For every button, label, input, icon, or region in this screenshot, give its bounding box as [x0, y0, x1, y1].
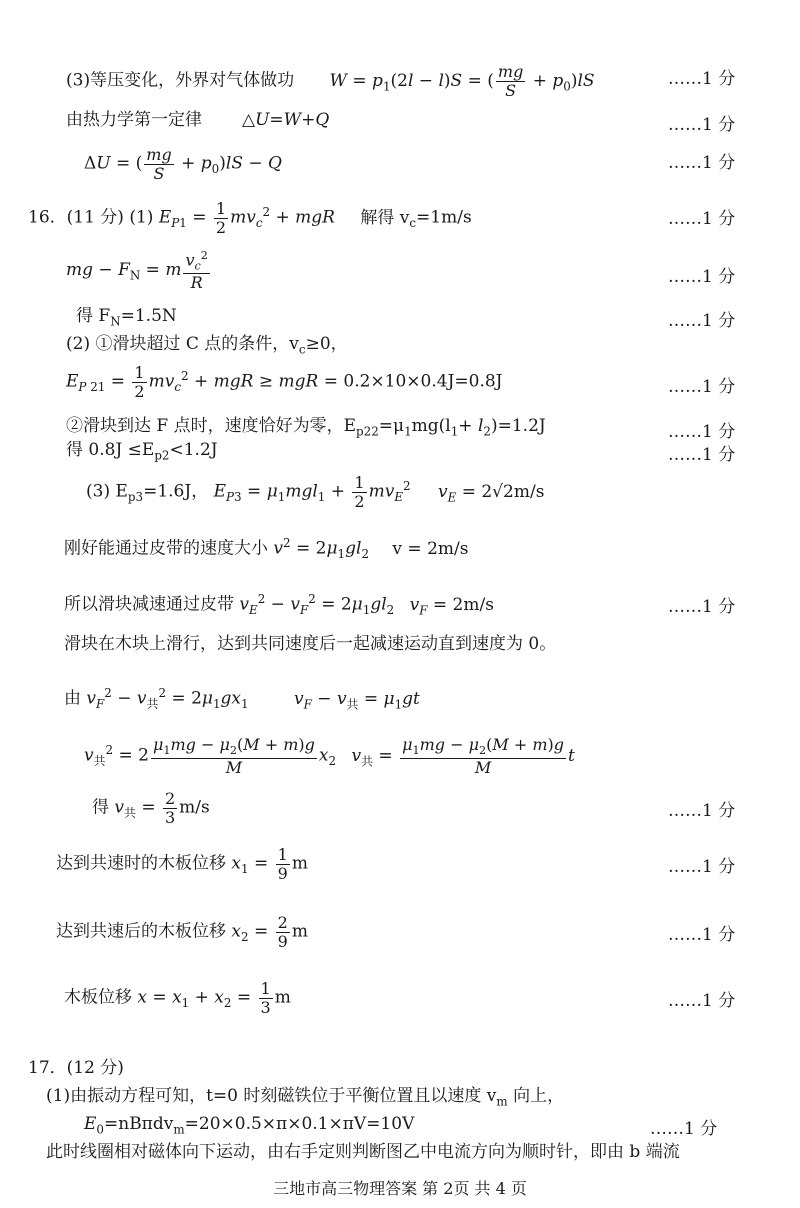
score-8: ……1 分	[668, 422, 736, 442]
q17-line3: 此时线圈相对磁体向下运动，由右手定则判断图乙中电流方向为顺时针，即由 b 端流	[46, 1142, 680, 1162]
score-12: ……1 分	[668, 857, 736, 877]
score-13: ……1 分	[668, 925, 736, 945]
q15-delta-u: ΔU = ( $\frac{mg}{S}$ + $p_0)lS - Q$	[84, 145, 282, 183]
q16-range: 得 $0.8J \le E_{p2}<1.2J$	[66, 440, 218, 463]
score-15: ……1 分	[650, 1119, 718, 1139]
page-footer: 三地市高三物理答案 第 2页 共 4 页	[273, 1179, 527, 1198]
score-7: ……1 分	[668, 377, 736, 397]
q16-force-eq: mg − $F_N = m$ $\frac{v_c^2}{R}$	[66, 249, 208, 292]
q17-line2: $E_0=nB\pi dv_m=20\times 0.5\times\pi\times 0.1\times\pi V=10V$	[84, 1114, 415, 1137]
q16-disp-total: 木板位移 $x = x_1 + x_2$ = $\frac{1}{3}$ m	[64, 979, 291, 1017]
q16-header: 16．(11 分) (1) $E_{P1}$ = $\frac{1}{2}$ $mv_c^2$ + mgR 解得 $v_c=1m/s$	[28, 199, 472, 237]
q16-part2: (2) ①滑块超过 C 点的条件，$v_c\ge 0$，	[66, 334, 348, 357]
q16-belt: 刚好能通过皮带的速度大小 $v^2 = 2\mu_1gl_2$ v = 2m/s	[64, 536, 469, 562]
q17-line1: (1)由振动方程可知，t=0 时刻磁铁位于平衡位置且以速度 $v_m$ 向上，	[46, 1086, 565, 1109]
score-3: ……1 分	[668, 153, 736, 173]
q17-header: 17．(12 分)	[28, 1058, 124, 1078]
q16-common-eq: $v_共^2 = 2$ $\frac{\mu_1mg - \mu_2(M + m)g}{M}$ $x_2$ $v_共$ = $\frac{\mu_1mg - \mu_2(M + m)g}{M}$ t	[84, 735, 575, 777]
score-1: ……1 分	[668, 69, 736, 89]
q16-disp2: 达到共速后的木板位移 $x_2$ = $\frac{2}{9}$ m	[56, 913, 308, 951]
score-9: ……1 分	[668, 445, 736, 465]
score-4: ……1 分	[668, 209, 736, 229]
q15-part3: (3)等压变化，外界对气体做功 $W = p_1(2l - l)S$ = ( $\frac{mg}{S}$ + $p_0)lS$	[66, 62, 595, 100]
score-14: ……1 分	[668, 991, 736, 1011]
score-5: ……1 分	[668, 267, 736, 287]
q16-ep21: $E_{P 21}$ = $\frac{1}{2}$ $mv_c^2$ + mgR ≥ mgR = 0.2×10×0.4J=0.8J	[66, 363, 503, 401]
q16-disp1: 达到共速时的木板位移 $x_1$ = $\frac{1}{9}$ m	[56, 845, 308, 883]
score-2: ……1 分	[668, 115, 736, 135]
q16-by: 由 $v_F^2 - v_共^2 = 2\mu_1gx_1$ $v_F - v_共 = \mu_1gt$	[64, 686, 420, 712]
q16-v-common: 得 $v_共$ = $\frac{2}{3}$ m/s	[92, 789, 210, 827]
score-6: ……1 分	[668, 311, 736, 331]
q16-fn: 得 $F_N=1.5N$	[76, 306, 177, 329]
q16-decel: 所以滑块减速通过皮带 $v_E^2 - v_F^2 = 2\mu_1gl_2$ $v_F = 2m/s$	[64, 592, 494, 618]
score-11: ……1 分	[668, 801, 736, 821]
q16-part3: (3) $E_{p3}=1.6J$， $E_{P3} = \mu_1mgl_1$ + $\frac{1}{2}$ $mv_E^2$ $v_E = 2√2m/s$	[86, 473, 545, 511]
q15-law: 由热力学第一定律 △U=W+Q	[66, 110, 330, 130]
q16-point2: ②滑块到达 F 点时，速度恰好为零，$E_{p22}=\mu_1mg(l_1+ l_2)=1.2J$	[66, 416, 546, 439]
q16-slide: 滑块在木块上滑行，达到共同速度后一起减速运动直到速度为 0。	[64, 634, 557, 654]
score-10: ……1 分	[668, 597, 736, 617]
